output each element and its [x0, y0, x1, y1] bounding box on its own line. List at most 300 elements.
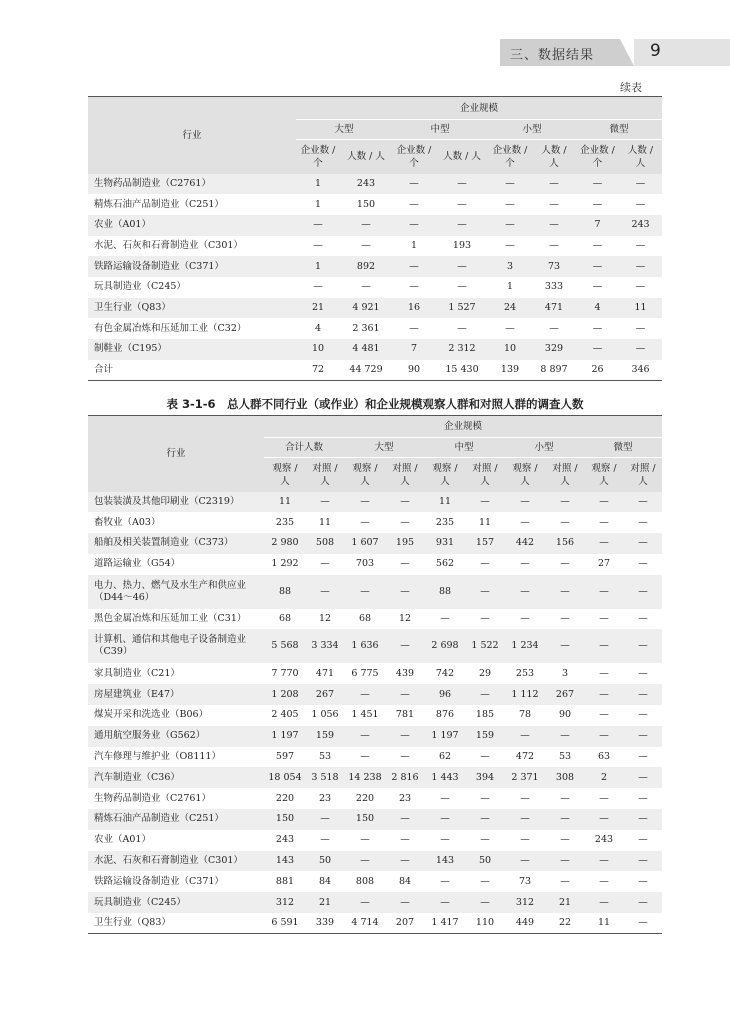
- value-cell: 27: [584, 554, 624, 575]
- value-cell: 2 980: [264, 533, 306, 554]
- value-cell: —: [344, 830, 386, 851]
- value-cell: 23: [306, 788, 344, 809]
- value-cell: —: [504, 512, 546, 533]
- value-cell: 243: [584, 830, 624, 851]
- value-cell: 78: [504, 705, 546, 726]
- value-cell: —: [624, 512, 662, 533]
- value-cell: 2 371: [504, 767, 546, 788]
- value-cell: 781: [386, 705, 424, 726]
- value-cell: 18 054: [264, 767, 306, 788]
- value-cell: 471: [306, 663, 344, 684]
- value-cell: 1: [488, 277, 532, 298]
- value-cell: —: [576, 194, 619, 215]
- value-cell: —: [386, 492, 424, 513]
- value-cell: 68: [264, 609, 306, 630]
- value-cell: —: [424, 892, 466, 913]
- value-cell: —: [546, 830, 584, 851]
- group-header: 合计人数: [264, 438, 344, 458]
- table-row: [88, 277, 662, 298]
- value-cell: 4 481: [340, 339, 392, 360]
- value-cell: —: [624, 767, 662, 788]
- value-cell: 2 698: [424, 629, 466, 663]
- table-row: [88, 830, 662, 851]
- value-cell: 8 897: [532, 360, 576, 381]
- sub-header: 观察 / 人: [424, 458, 466, 492]
- industry-cell: 黑色金属冶炼和压延加工业（C31）: [88, 609, 264, 630]
- table-3-1-6: [88, 415, 662, 934]
- page-number-box: [634, 39, 730, 66]
- value-cell: —: [546, 788, 584, 809]
- value-cell: —: [576, 256, 619, 277]
- value-cell: —: [466, 684, 504, 705]
- table-row: [88, 298, 662, 319]
- value-cell: —: [624, 492, 662, 513]
- value-cell: 346: [619, 360, 662, 381]
- value-cell: 193: [436, 236, 488, 257]
- value-cell: —: [466, 892, 504, 913]
- value-cell: 1 443: [424, 767, 466, 788]
- value-cell: —: [488, 194, 532, 215]
- sub-header: 对照 / 人: [466, 458, 504, 492]
- group-header: 小型: [488, 120, 576, 140]
- value-cell: 4 921: [340, 298, 392, 319]
- value-cell: —: [624, 554, 662, 575]
- value-cell: —: [584, 788, 624, 809]
- value-cell: 253: [504, 663, 546, 684]
- value-cell: —: [306, 575, 344, 609]
- value-cell: 1: [296, 256, 340, 277]
- value-cell: —: [306, 809, 344, 830]
- sub-header: 人数 / 人: [436, 140, 488, 174]
- value-cell: 243: [340, 174, 392, 195]
- value-cell: —: [546, 871, 584, 892]
- value-cell: —: [466, 554, 504, 575]
- value-cell: —: [344, 747, 386, 768]
- value-cell: 742: [424, 663, 466, 684]
- value-cell: 243: [619, 215, 662, 236]
- value-cell: 12: [386, 609, 424, 630]
- value-cell: —: [546, 851, 584, 872]
- value-cell: 26: [576, 360, 619, 381]
- value-cell: 84: [306, 871, 344, 892]
- value-cell: 333: [532, 277, 576, 298]
- value-cell: —: [392, 174, 436, 195]
- sub-header: 观察 / 人: [504, 458, 546, 492]
- value-cell: 14 238: [344, 767, 386, 788]
- value-cell: 50: [466, 851, 504, 872]
- value-cell: —: [576, 318, 619, 339]
- value-cell: —: [436, 277, 488, 298]
- value-cell: 110: [466, 913, 504, 934]
- industry-cell: 有色金属冶炼和压延加工业（C32）: [88, 318, 296, 339]
- table-row: [88, 726, 662, 747]
- group-header: 中型: [392, 120, 488, 140]
- value-cell: —: [624, 913, 662, 934]
- value-cell: 21: [296, 298, 340, 319]
- value-cell: —: [532, 318, 576, 339]
- value-cell: 84: [386, 871, 424, 892]
- value-cell: 88: [424, 575, 466, 609]
- value-cell: —: [546, 629, 584, 663]
- value-cell: 150: [344, 809, 386, 830]
- value-cell: 471: [532, 298, 576, 319]
- value-cell: 185: [466, 705, 504, 726]
- value-cell: —: [466, 830, 504, 851]
- industry-cell: 生物药品制造业（C2761）: [88, 174, 296, 195]
- value-cell: —: [532, 174, 576, 195]
- value-cell: —: [436, 215, 488, 236]
- value-cell: —: [532, 215, 576, 236]
- value-cell: 2 405: [264, 705, 306, 726]
- value-cell: —: [584, 492, 624, 513]
- value-cell: —: [344, 492, 386, 513]
- sub-header: 人数 / 人: [619, 140, 662, 174]
- value-cell: 3 518: [306, 767, 344, 788]
- value-cell: —: [619, 256, 662, 277]
- value-cell: 21: [546, 892, 584, 913]
- sub-header: 对照 / 人: [306, 458, 344, 492]
- sub-header: 观察 / 人: [584, 458, 624, 492]
- value-cell: —: [624, 747, 662, 768]
- value-cell: 308: [546, 767, 584, 788]
- table-row: [88, 512, 662, 533]
- value-cell: 68: [344, 609, 386, 630]
- value-cell: —: [466, 809, 504, 830]
- value-cell: 267: [306, 684, 344, 705]
- table-row: [88, 851, 662, 872]
- value-cell: —: [436, 194, 488, 215]
- value-cell: 597: [264, 747, 306, 768]
- value-cell: —: [386, 851, 424, 872]
- value-cell: 159: [466, 726, 504, 747]
- table-row: [88, 913, 662, 934]
- sub-header: 对照 / 人: [546, 458, 584, 492]
- value-cell: —: [532, 236, 576, 257]
- value-cell: —: [344, 726, 386, 747]
- industry-cell: 铁路运输设备制造业（C371）: [88, 256, 296, 277]
- value-cell: 1 197: [424, 726, 466, 747]
- value-cell: —: [584, 609, 624, 630]
- value-cell: —: [344, 575, 386, 609]
- value-cell: —: [504, 609, 546, 630]
- industry-header: 行业: [88, 416, 264, 492]
- value-cell: —: [504, 492, 546, 513]
- value-cell: —: [386, 512, 424, 533]
- value-cell: 449: [504, 913, 546, 934]
- value-cell: —: [306, 554, 344, 575]
- value-cell: 207: [386, 913, 424, 934]
- scale-header: 企业规模: [296, 97, 662, 120]
- table-row: [88, 360, 662, 381]
- page-number: 9: [650, 41, 661, 61]
- value-cell: 3 334: [306, 629, 344, 663]
- value-cell: —: [504, 851, 546, 872]
- value-cell: 10: [296, 339, 340, 360]
- table-row: [88, 609, 662, 630]
- value-cell: 312: [504, 892, 546, 913]
- value-cell: 63: [584, 747, 624, 768]
- sub-header: 人数 / 人: [340, 140, 392, 174]
- value-cell: 1 636: [344, 629, 386, 663]
- group-header: 中型: [424, 438, 504, 458]
- value-cell: —: [584, 892, 624, 913]
- industry-cell: 畜牧业（A03）: [88, 512, 264, 533]
- value-cell: 11: [619, 298, 662, 319]
- value-cell: 157: [466, 533, 504, 554]
- value-cell: 1 607: [344, 533, 386, 554]
- value-cell: —: [619, 236, 662, 257]
- value-cell: 90: [546, 705, 584, 726]
- value-cell: —: [584, 533, 624, 554]
- group-header: 微型: [584, 438, 662, 458]
- value-cell: —: [344, 512, 386, 533]
- value-cell: —: [624, 871, 662, 892]
- value-cell: —: [546, 726, 584, 747]
- value-cell: —: [504, 554, 546, 575]
- industry-cell: 铁路运输设备制造业（C371）: [88, 871, 264, 892]
- table-row: [88, 629, 662, 663]
- value-cell: —: [624, 663, 662, 684]
- table-row: [88, 809, 662, 830]
- value-cell: 1 197: [264, 726, 306, 747]
- value-cell: —: [504, 726, 546, 747]
- value-cell: —: [546, 492, 584, 513]
- value-cell: 472: [504, 747, 546, 768]
- value-cell: —: [619, 194, 662, 215]
- value-cell: 73: [532, 256, 576, 277]
- table-row: [88, 256, 662, 277]
- value-cell: 16: [392, 298, 436, 319]
- value-cell: 1 417: [424, 913, 466, 934]
- scale-header: 企业规模: [264, 416, 662, 438]
- value-cell: —: [386, 554, 424, 575]
- value-cell: 1 527: [436, 298, 488, 319]
- industry-cell: 生物药品制造业（C2761）: [88, 788, 264, 809]
- table-row: [88, 684, 662, 705]
- value-cell: 808: [344, 871, 386, 892]
- industry-cell: 合计: [88, 360, 296, 381]
- value-cell: —: [296, 236, 340, 257]
- industry-cell: 电力、热力、燃气及水生产和供应业（D44～46）: [88, 575, 264, 609]
- value-cell: 88: [264, 575, 306, 609]
- continued-label: 续表: [620, 81, 642, 94]
- value-cell: 22: [546, 913, 584, 934]
- value-cell: —: [619, 318, 662, 339]
- value-cell: —: [424, 809, 466, 830]
- industry-cell: 农业（A01）: [88, 215, 296, 236]
- value-cell: —: [546, 609, 584, 630]
- industry-cell: 卫生行业（Q83）: [88, 298, 296, 319]
- value-cell: —: [424, 871, 466, 892]
- table-row: [88, 174, 662, 195]
- value-cell: 1: [296, 174, 340, 195]
- value-cell: 10: [488, 339, 532, 360]
- value-cell: —: [504, 809, 546, 830]
- value-cell: 876: [424, 705, 466, 726]
- table-row: [88, 663, 662, 684]
- value-cell: 5 568: [264, 629, 306, 663]
- value-cell: 1: [296, 194, 340, 215]
- value-cell: —: [424, 788, 466, 809]
- value-cell: 703: [344, 554, 386, 575]
- value-cell: 3: [546, 663, 584, 684]
- value-cell: 329: [532, 339, 576, 360]
- value-cell: 195: [386, 533, 424, 554]
- value-cell: —: [584, 684, 624, 705]
- value-cell: —: [296, 277, 340, 298]
- industry-cell: 卫生行业（Q83）: [88, 913, 264, 934]
- sub-header: 企业数 / 个: [392, 140, 436, 174]
- value-cell: —: [619, 277, 662, 298]
- value-cell: —: [466, 575, 504, 609]
- value-cell: 15 430: [436, 360, 488, 381]
- value-cell: 312: [264, 892, 306, 913]
- value-cell: 143: [264, 851, 306, 872]
- value-cell: 62: [424, 747, 466, 768]
- value-cell: 394: [466, 767, 504, 788]
- sub-header: 观察 / 人: [264, 458, 306, 492]
- value-cell: —: [624, 851, 662, 872]
- value-cell: 23: [386, 788, 424, 809]
- value-cell: 11: [306, 512, 344, 533]
- value-cell: 1 522: [466, 629, 504, 663]
- value-cell: —: [619, 174, 662, 195]
- value-cell: —: [584, 871, 624, 892]
- value-cell: 4 714: [344, 913, 386, 934]
- value-cell: 1 451: [344, 705, 386, 726]
- group-header: 大型: [344, 438, 424, 458]
- value-cell: 339: [306, 913, 344, 934]
- value-cell: —: [624, 726, 662, 747]
- group-header: 微型: [576, 120, 662, 140]
- value-cell: —: [386, 747, 424, 768]
- value-cell: —: [466, 609, 504, 630]
- value-cell: —: [344, 892, 386, 913]
- value-cell: —: [386, 575, 424, 609]
- value-cell: —: [392, 215, 436, 236]
- industry-cell: 船舶及相关装置制造业（C373）: [88, 533, 264, 554]
- value-cell: —: [624, 609, 662, 630]
- value-cell: 29: [466, 663, 504, 684]
- value-cell: 1 292: [264, 554, 306, 575]
- industry-cell: 水泥、石灰和石膏制造业（C301）: [88, 851, 264, 872]
- value-cell: 50: [306, 851, 344, 872]
- value-cell: 150: [264, 809, 306, 830]
- value-cell: —: [584, 663, 624, 684]
- value-cell: 7 770: [264, 663, 306, 684]
- industry-cell: 煤炭开采和洗选业（B06）: [88, 705, 264, 726]
- value-cell: 508: [306, 533, 344, 554]
- value-cell: 90: [392, 360, 436, 381]
- value-cell: —: [392, 194, 436, 215]
- value-cell: —: [386, 726, 424, 747]
- value-cell: 881: [264, 871, 306, 892]
- value-cell: —: [436, 256, 488, 277]
- sub-header: 企业数 / 个: [488, 140, 532, 174]
- value-cell: —: [584, 575, 624, 609]
- value-cell: —: [488, 318, 532, 339]
- value-cell: 139: [488, 360, 532, 381]
- sub-header: 企业数 / 个: [576, 140, 619, 174]
- value-cell: —: [624, 809, 662, 830]
- value-cell: —: [584, 851, 624, 872]
- value-cell: —: [466, 788, 504, 809]
- value-cell: 220: [264, 788, 306, 809]
- value-cell: —: [344, 851, 386, 872]
- value-cell: 143: [424, 851, 466, 872]
- table-row: [88, 236, 662, 257]
- value-cell: 11: [466, 512, 504, 533]
- table-row: [88, 533, 662, 554]
- value-cell: —: [386, 830, 424, 851]
- sub-header: 对照 / 人: [624, 458, 662, 492]
- value-cell: 562: [424, 554, 466, 575]
- value-cell: 3: [488, 256, 532, 277]
- industry-cell: 精炼石油产品制造业（C251）: [88, 194, 296, 215]
- value-cell: 11: [424, 492, 466, 513]
- value-cell: —: [340, 215, 392, 236]
- value-cell: —: [624, 575, 662, 609]
- value-cell: 73: [504, 871, 546, 892]
- value-cell: —: [546, 575, 584, 609]
- value-cell: 2 312: [436, 339, 488, 360]
- table-row: [88, 788, 662, 809]
- value-cell: 2: [584, 767, 624, 788]
- value-cell: 53: [306, 747, 344, 768]
- value-cell: 11: [584, 913, 624, 934]
- running-header: [500, 39, 730, 66]
- value-cell: —: [504, 788, 546, 809]
- table-row: [88, 554, 662, 575]
- value-cell: —: [296, 215, 340, 236]
- value-cell: —: [624, 684, 662, 705]
- value-cell: —: [392, 277, 436, 298]
- value-cell: 439: [386, 663, 424, 684]
- value-cell: —: [624, 629, 662, 663]
- value-cell: —: [466, 747, 504, 768]
- industry-cell: 房屋建筑业（E47）: [88, 684, 264, 705]
- value-cell: —: [436, 318, 488, 339]
- value-cell: 892: [340, 256, 392, 277]
- value-cell: 11: [264, 492, 306, 513]
- header-notch: [620, 39, 634, 66]
- table-caption: 表 3-1-6 总人群不同行业（或作业）和企业规模观察人群和对照人群的调查人数: [166, 397, 584, 411]
- table-row: [88, 215, 662, 236]
- value-cell: —: [306, 830, 344, 851]
- value-cell: —: [624, 830, 662, 851]
- value-cell: 150: [340, 194, 392, 215]
- value-cell: —: [392, 256, 436, 277]
- value-cell: 243: [264, 830, 306, 851]
- value-cell: 6 591: [264, 913, 306, 934]
- table-row: [88, 747, 662, 768]
- value-cell: 931: [424, 533, 466, 554]
- value-cell: —: [488, 174, 532, 195]
- value-cell: —: [546, 809, 584, 830]
- value-cell: —: [340, 277, 392, 298]
- value-cell: —: [306, 492, 344, 513]
- industry-cell: 玩具制造业（C245）: [88, 892, 264, 913]
- sub-header: 对照 / 人: [386, 458, 424, 492]
- table-row: [88, 705, 662, 726]
- value-cell: —: [504, 575, 546, 609]
- value-cell: —: [392, 318, 436, 339]
- value-cell: 267: [546, 684, 584, 705]
- value-cell: 24: [488, 298, 532, 319]
- industry-cell: 通用航空服务业（G562）: [88, 726, 264, 747]
- table-row: [88, 339, 662, 360]
- value-cell: 2 816: [386, 767, 424, 788]
